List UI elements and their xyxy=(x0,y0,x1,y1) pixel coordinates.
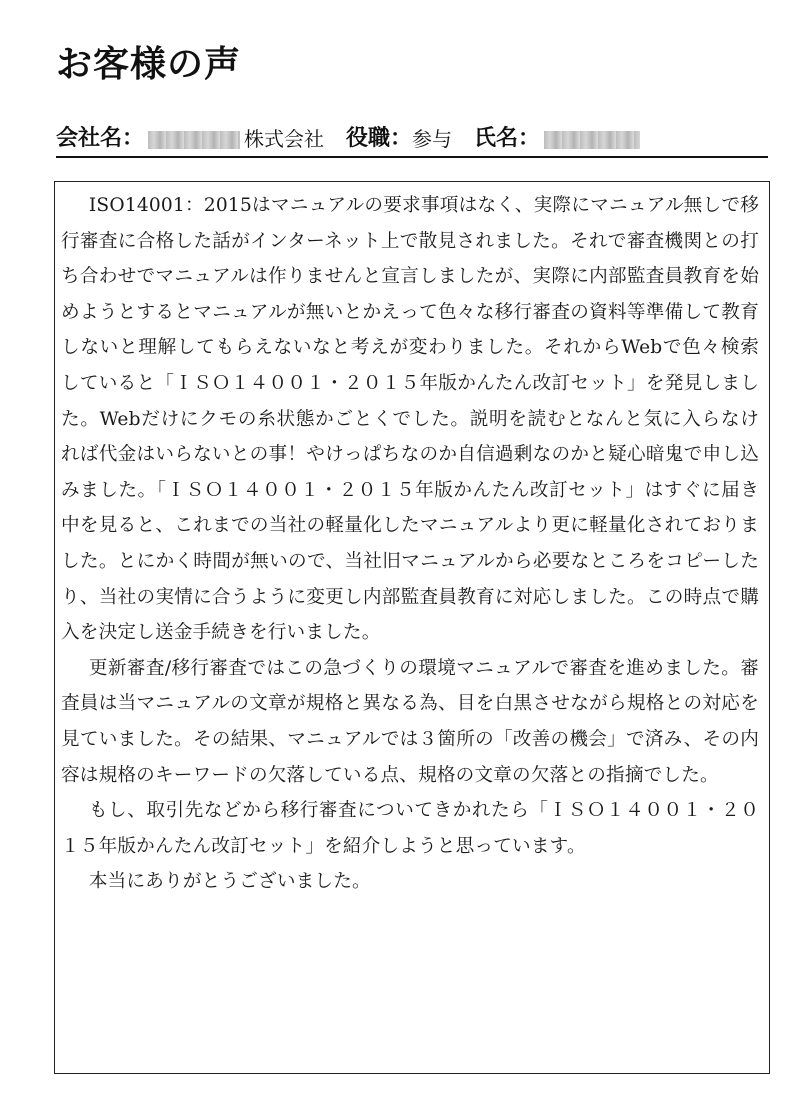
testimonial-letter xyxy=(61,188,759,1064)
customer-name-redaction xyxy=(544,131,640,149)
company-label: 会社名： xyxy=(56,126,145,151)
letter-paragraph: もし、取引先などから移行審査についてきかれたら「ＩＳＯ１４００１・２０１５年版かんたん改訂セット」を紹介しようと思っています。 xyxy=(61,800,759,857)
company-name-redaction xyxy=(148,131,240,149)
company-suffix: 株式会社 xyxy=(244,127,325,151)
page-title: お客様の声 xyxy=(56,44,242,85)
letter-paragraph: 更新審査/移行審査ではこの急づくりの環境マニュアルで審査を進めました。審査員は当マニュアルの文章が規格と異なる為、目を白黒させながら規格との対応を見ていました。その結果、マニュアルでは３箇所の「改善の機会」で済み、その内容は規格のキーワードの欠落している点、規格の文章の欠落との指摘でした。 xyxy=(61,657,759,786)
position-label: 役職： xyxy=(346,126,413,151)
customer-info-row xyxy=(56,118,768,158)
name-label: 氏名： xyxy=(474,126,541,151)
letter-paragraph: 本当にありがとうございました。 xyxy=(88,871,371,893)
testimonial-letter-box xyxy=(54,181,770,1074)
letter-paragraph: ISO14001：2015はマニュアルの要求事項はなく、実際にマニュアル無しで移行審査に合格した話がインターネット上で散見されました。それで審査機関との打ち合わせでマニュアルは作りませんと宣言しましたが、実際に内部監査員教育を始めようとするとマニュアルが無いとかえって色々な移行審査の資料等準備して教育しないと理解してもらえないなと考えが変わりました。それからWebで色々検索していると「ＩＳＯ１４００１・２０１５年版かんたん改訂セット」を発見しました。Webだけにクモの糸状態かごとくでした。説明を読むとなんと気に入らなければ代金はいらないとの事！やけっぱちなのか自信過剰なのかと疑心暗鬼で申し込みました。「ＩＳＯ１４００１・２０１５年版かんたん改訂セット」はすぐに届き中を見ると、これまでの当社の軽量化したマニュアルより更に軽量化されておりました。とにかく時間が無いので、当社旧マニュアルから必要なところをコピーしたり、当社の実情に合うように変更し内部監査員教育に対応しました。この時点で購入を決定し送金手続きを行いました。 xyxy=(61,195,759,644)
position-value: 参与 xyxy=(412,127,453,151)
